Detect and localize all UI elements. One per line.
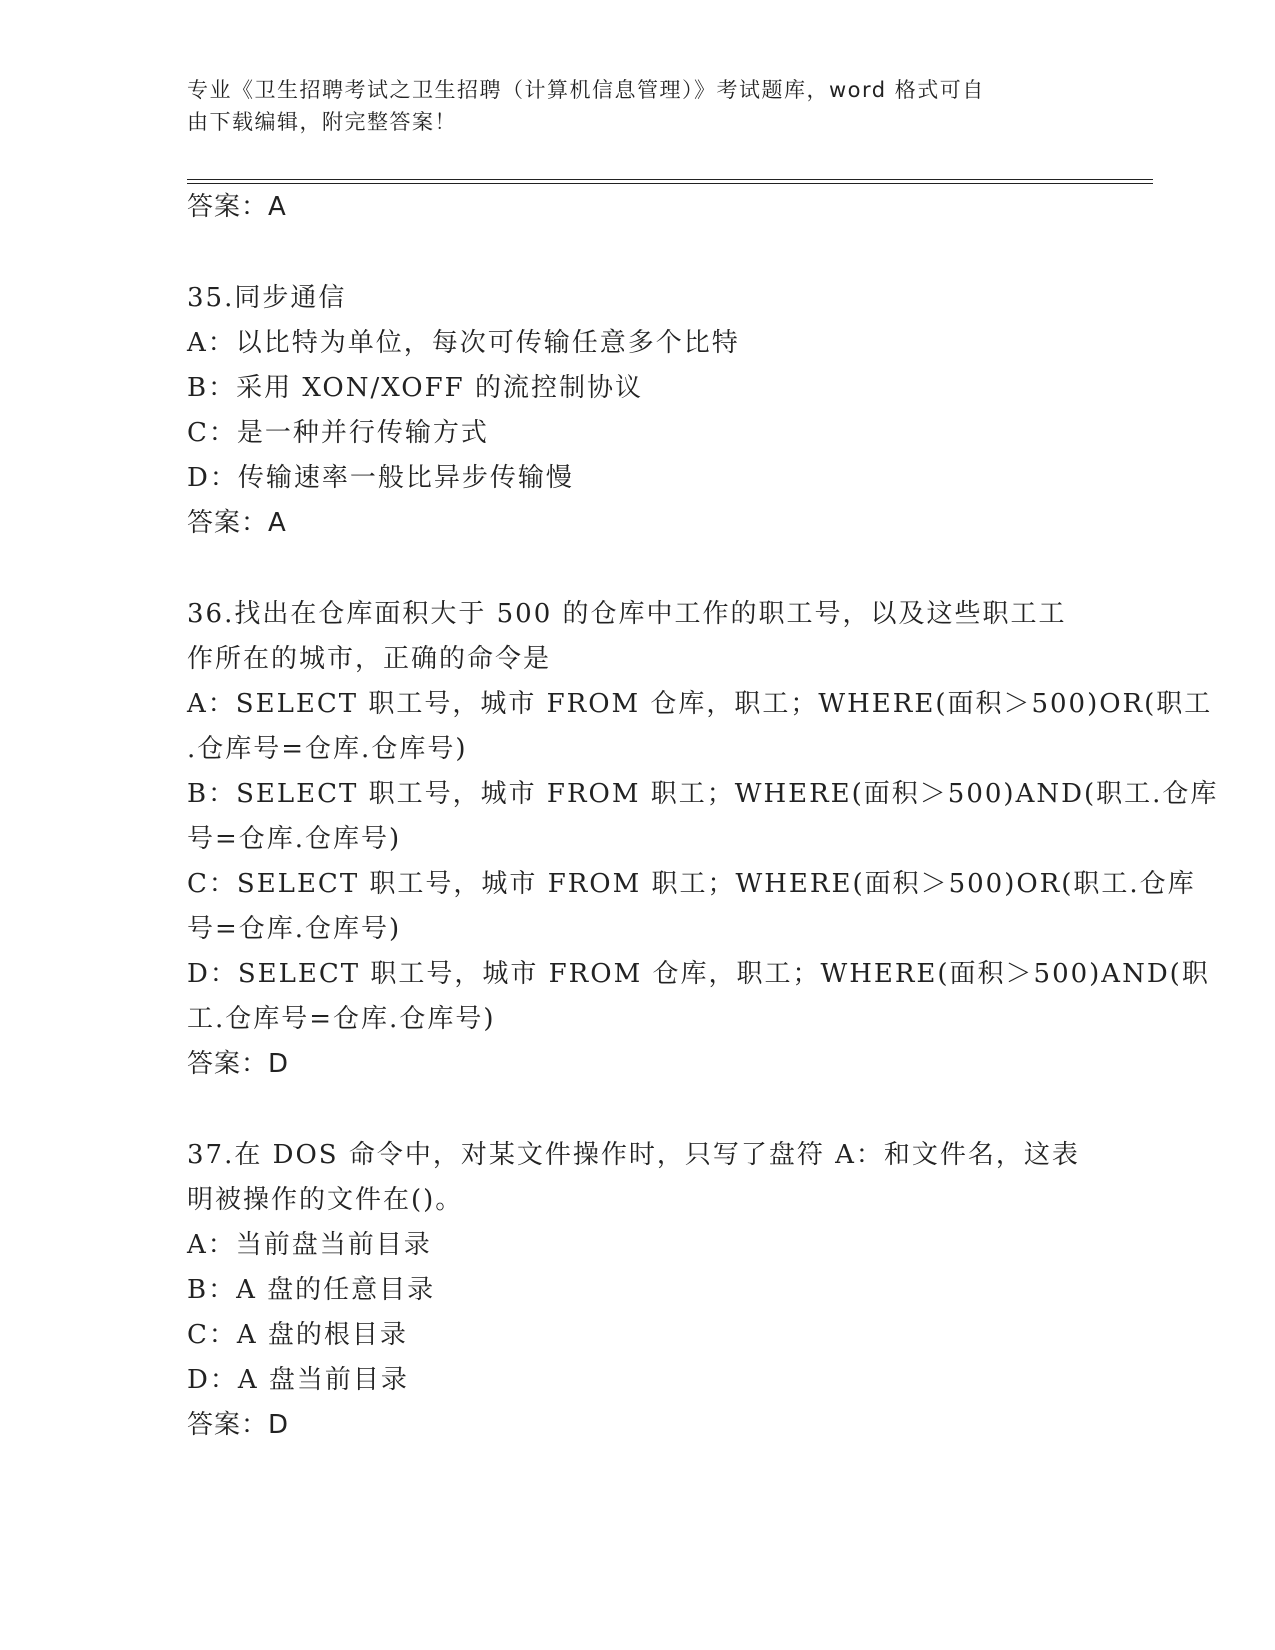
question-stem: 36.找出在仓库面积大于 500 的仓库中工作的职工号，以及这些职工工 <box>187 599 1067 629</box>
answer-line: 答案：A <box>187 508 287 538</box>
question-stem-continued: 作所在的城市，正确的命令是 <box>187 644 552 674</box>
option-c-continued: 号=仓库.仓库号) <box>187 914 402 944</box>
option-b: B：SELECT 职工号，城市 FROM 职工；WHERE(面积＞500)AND(职工.仓库 <box>187 779 1219 809</box>
spacer <box>187 1087 1087 1133</box>
question-stem: 35.同步通信 <box>187 283 347 313</box>
option-b: B：A 盘的任意目录 <box>187 1275 436 1305</box>
option-d: D：SELECT 职工号，城市 FROM 仓库，职工；WHERE(面积＞500)AND(职 <box>187 959 1210 989</box>
option-b-continued: 号=仓库.仓库号) <box>187 824 402 854</box>
option-d-continued: 工.仓库号=仓库.仓库号) <box>187 1004 496 1034</box>
option-a-continued: .仓库号=仓库.仓库号) <box>187 734 468 764</box>
question-block <box>187 1133 1087 1448</box>
option-a: A：当前盘当前目录 <box>187 1230 432 1260</box>
option-c: C：SELECT 职工号，城市 FROM 职工；WHERE(面积＞500)OR(职工.仓库 <box>187 869 1196 899</box>
option-d: D：传输速率一般比异步传输慢 <box>187 463 574 493</box>
document-header <box>187 74 1067 138</box>
spacer <box>187 546 1087 592</box>
option-c: C：是一种并行传输方式 <box>187 418 489 448</box>
option-a: A：SELECT 职工号，城市 FROM 仓库，职工；WHERE(面积＞500)OR(职工 <box>187 689 1213 719</box>
question-stem-continued: 明被操作的文件在()。 <box>187 1185 464 1215</box>
option-b: B：采用 XON/XOFF 的流控制协议 <box>187 373 643 403</box>
option-c: C：A 盘的根目录 <box>187 1320 408 1350</box>
header-divider-bottom <box>187 183 1153 184</box>
question-block <box>187 592 1219 1087</box>
question-stem: 37.在 DOS 命令中，对某文件操作时，只写了盘符 A：和文件名，这表 <box>187 1140 1080 1170</box>
answer-line: 答案：D <box>187 1049 290 1079</box>
header-divider-top <box>187 179 1153 180</box>
question-block <box>187 276 1087 546</box>
option-a: A：以比特为单位，每次可传输任意多个比特 <box>187 328 740 358</box>
header-line-2: 由下载编辑，附完整答案！ <box>187 110 457 134</box>
previous-answer: 答案：A <box>187 192 287 222</box>
spacer <box>187 230 1087 276</box>
option-d: D：A 盘当前目录 <box>187 1365 409 1395</box>
document-body <box>187 185 1219 1448</box>
header-line-1: 专业《卫生招聘考试之卫生招聘（计算机信息管理）》考试题库，word 格式可自 <box>187 78 985 102</box>
answer-line: 答案：D <box>187 1410 290 1440</box>
